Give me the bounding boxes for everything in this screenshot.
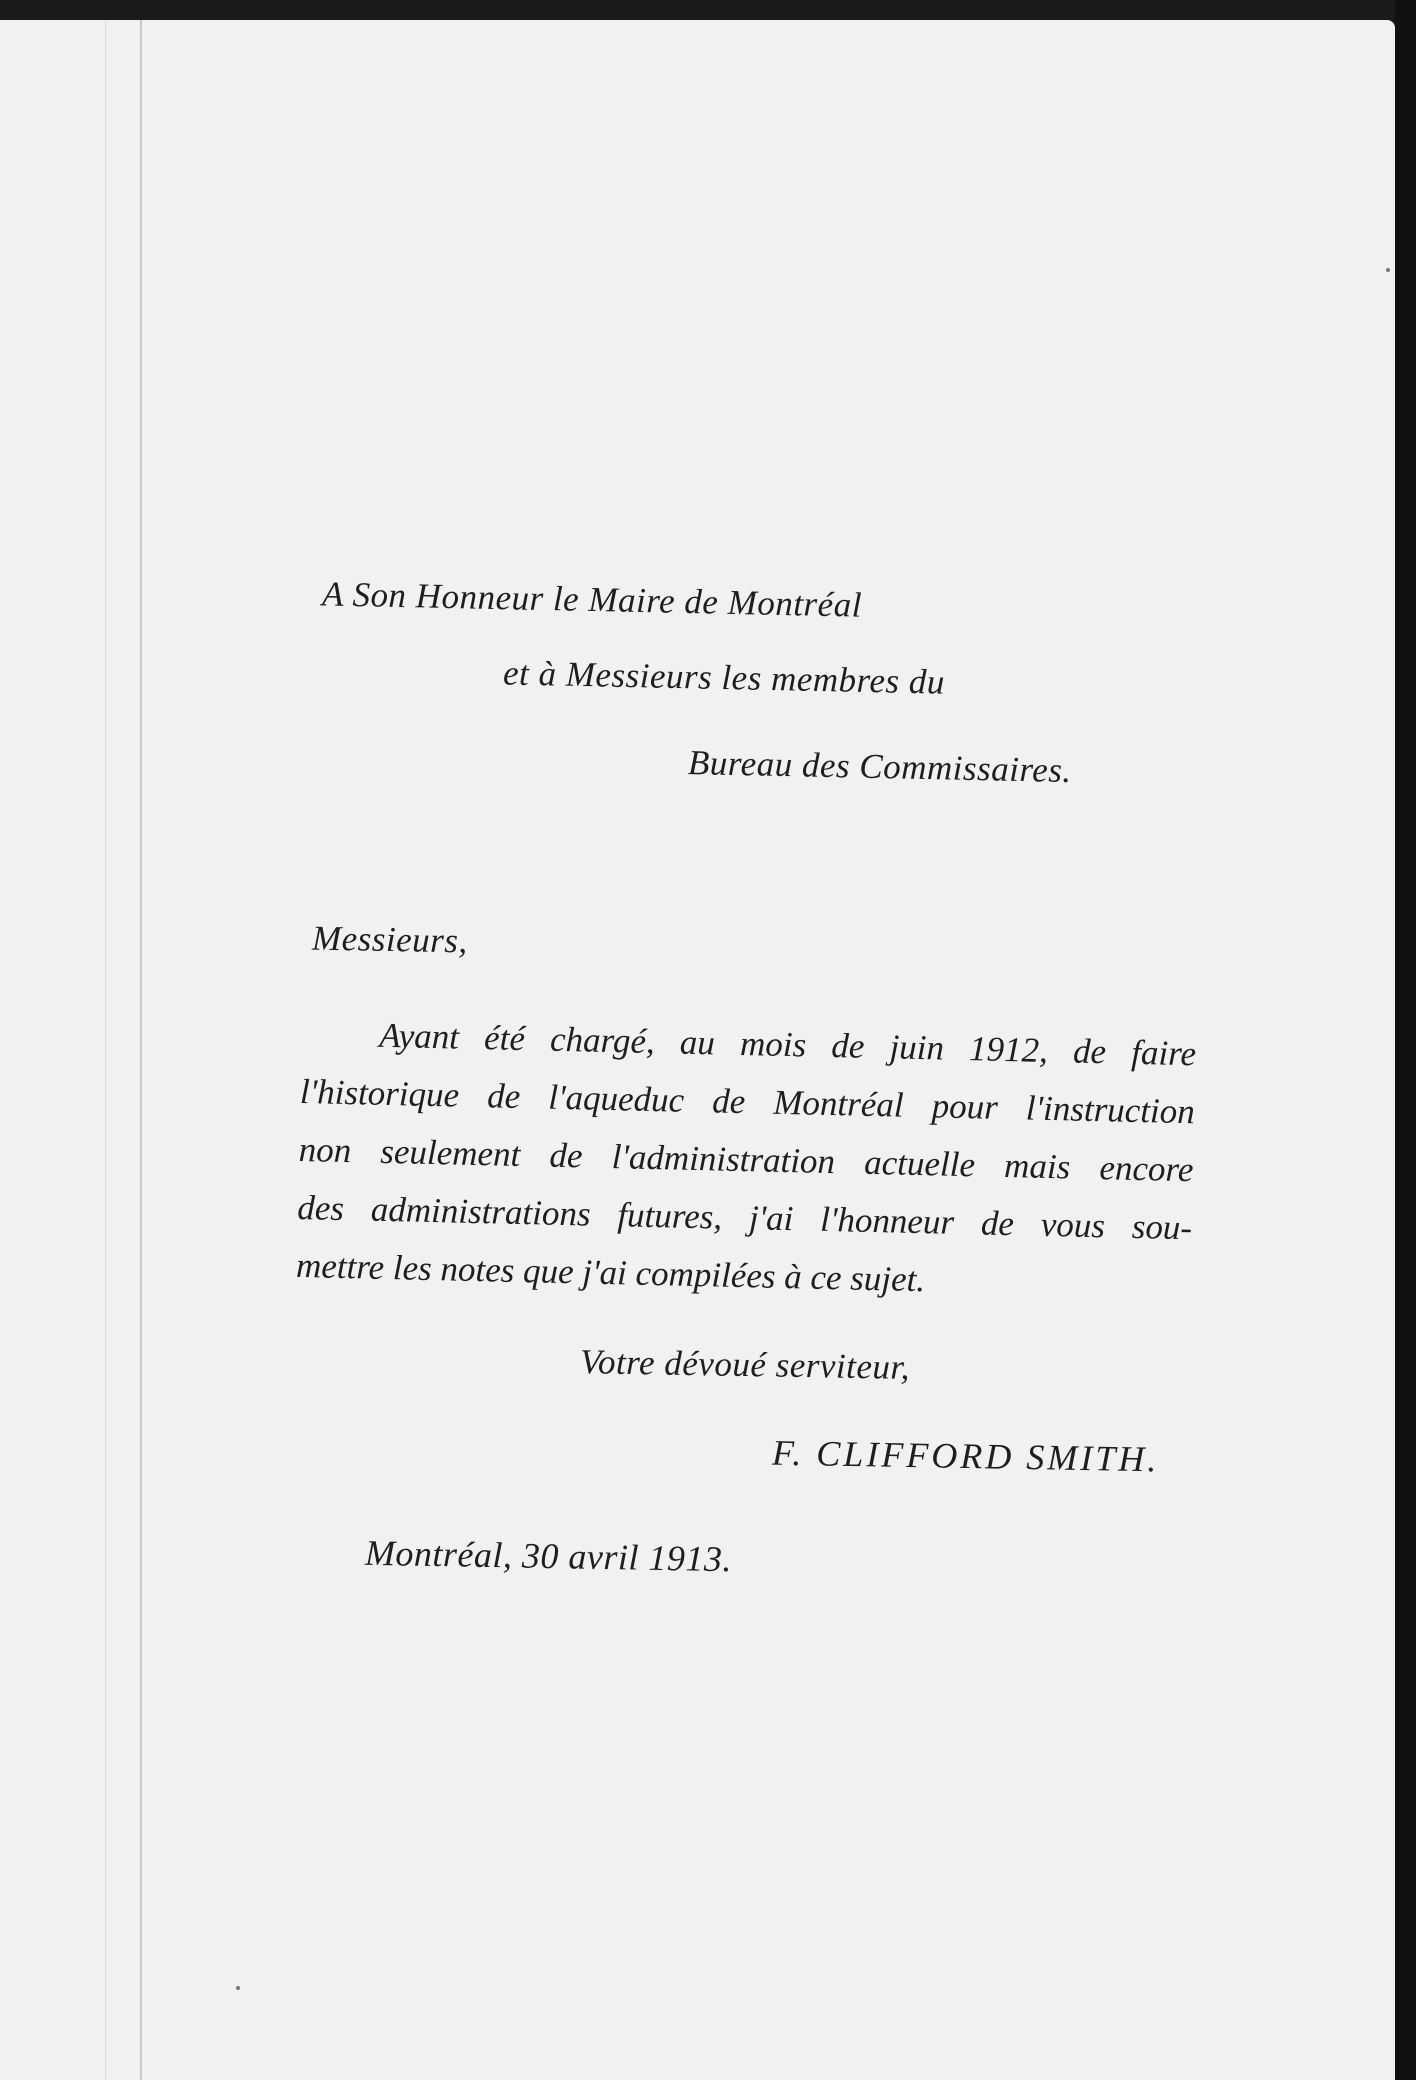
salutation: Messieurs, <box>311 918 469 961</box>
body-word: l'administration <box>611 1137 836 1182</box>
body-word: encore <box>1099 1148 1194 1190</box>
body-word: juin <box>889 1027 945 1068</box>
body-word: chargé, <box>549 1019 656 1062</box>
body-word: l'instruction <box>1025 1088 1196 1132</box>
body-word: futures, <box>617 1195 723 1237</box>
body-word: au <box>679 1022 716 1063</box>
body-word: de <box>980 1203 1015 1244</box>
body-word: faire <box>1130 1032 1197 1074</box>
body-word: vous <box>1040 1204 1106 1246</box>
binding-fold-line <box>105 20 106 2080</box>
address-line-2: et à Messieurs les membres du <box>502 653 946 702</box>
body-word: sou- <box>1131 1206 1193 1248</box>
body-word: l'historique <box>299 1071 460 1115</box>
body-word: de <box>1072 1031 1107 1072</box>
body-word: mois <box>739 1023 807 1065</box>
body-paragraph <box>295 1005 1196 1315</box>
signature: F. CLIFFORD SMITH. <box>771 1432 1160 1480</box>
page-right-shadow <box>1395 0 1416 2080</box>
body-word: l'honneur <box>819 1199 955 1242</box>
body-word: administrations <box>370 1189 592 1234</box>
body-word: de <box>711 1081 746 1122</box>
body-word: non <box>298 1129 352 1171</box>
body-word: de <box>486 1076 521 1116</box>
body-word: l'aqueduc <box>547 1077 685 1120</box>
body-word: Ayant <box>378 1015 460 1057</box>
paper-speck <box>1386 268 1390 272</box>
address-line-1: A Son Honneur le Maire de Montréal <box>321 574 863 625</box>
body-word: mais <box>1003 1145 1071 1187</box>
place-date: Montréal, 30 avril 1913. <box>364 1532 733 1580</box>
body-word: seulement <box>379 1131 521 1174</box>
closing: Votre dévoué serviteur, <box>579 1342 911 1387</box>
body-word: j'ai <box>748 1198 794 1239</box>
body-word: de <box>549 1135 583 1176</box>
binding-gutter-line <box>140 20 142 2080</box>
body-word: pour <box>931 1086 999 1127</box>
body-word: des <box>296 1187 345 1229</box>
body-word: Montréal <box>772 1082 905 1125</box>
address-line-3: Bureau des Commissaires. <box>687 742 1073 791</box>
body-word: 1912, <box>968 1029 1049 1070</box>
body-line-5: mettre les notes que j'ai compilées à ce sujet. <box>295 1245 926 1300</box>
paper-speck <box>236 1986 240 1990</box>
body-word: actuelle <box>863 1142 976 1185</box>
body-word: de <box>830 1026 865 1066</box>
body-word: été <box>483 1018 526 1059</box>
